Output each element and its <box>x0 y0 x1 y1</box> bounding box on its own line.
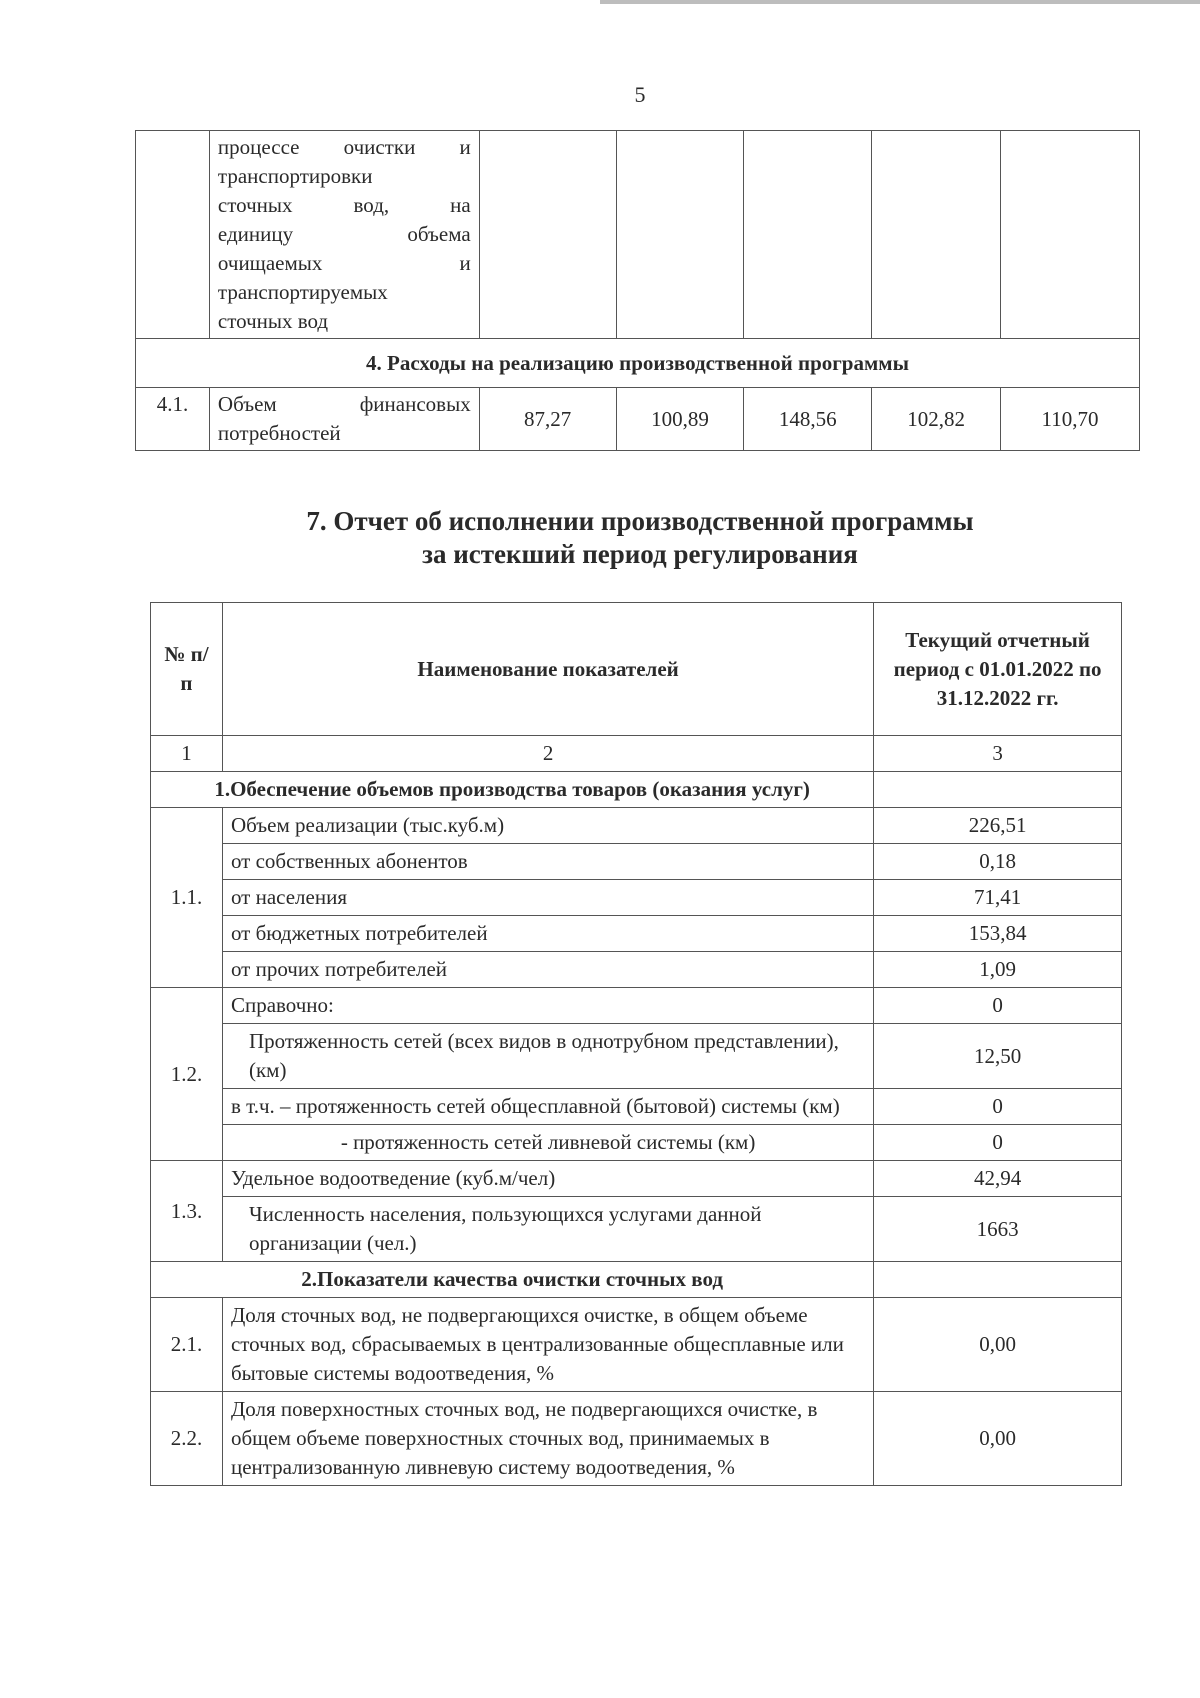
col-number: 3 <box>874 736 1122 772</box>
empty-cell <box>874 772 1122 808</box>
row-name: Объем реализации (тыс.куб.м) <box>222 808 873 844</box>
row-value: 148,56 <box>744 388 872 451</box>
section-row <box>151 1262 1122 1298</box>
empty-cell <box>874 1262 1122 1298</box>
row-value: 71,41 <box>874 880 1122 916</box>
row-number: 2.1. <box>151 1298 223 1392</box>
section-2-header: 2.Показатели качества очистки сточных вод <box>151 1262 874 1298</box>
section-row <box>151 772 1122 808</box>
row-value: 102,82 <box>872 388 1001 451</box>
table-row <box>151 1197 1122 1262</box>
row-value: 42,94 <box>874 1161 1122 1197</box>
table-row <box>136 388 1140 451</box>
row-number: 2.2. <box>151 1392 223 1486</box>
row-value: 0 <box>874 1125 1122 1161</box>
header-period: Текущий отчетный период с 01.01.2022 по 31.12.2022 гг. <box>874 603 1122 736</box>
header-num: № п/п <box>151 603 223 736</box>
table-row <box>151 808 1122 844</box>
table-row <box>151 1024 1122 1089</box>
table-row <box>151 1089 1122 1125</box>
table-row <box>136 131 1140 339</box>
row-value: 0 <box>874 1089 1122 1125</box>
num-cell <box>136 131 210 339</box>
table-row <box>151 844 1122 880</box>
row-number: 1.3. <box>151 1161 223 1262</box>
row-name: Протяженность сетей (всех видов в однотрубном представлении), (км) <box>222 1024 873 1089</box>
table-row <box>151 1125 1122 1161</box>
row-name: от прочих потребителей <box>222 952 873 988</box>
row-value: 87,27 <box>479 388 616 451</box>
row-value: 226,51 <box>874 808 1122 844</box>
row-name: от населения <box>222 880 873 916</box>
row-name: Объем финансовых потребностей <box>209 388 479 451</box>
table-row <box>151 916 1122 952</box>
row-number: 1.1. <box>151 808 223 988</box>
row-name: - протяженность сетей ливневой системы (км) <box>222 1125 873 1161</box>
row-name: от собственных абонентов <box>222 844 873 880</box>
header-name: Наименование показателей <box>222 603 873 736</box>
row-value: 12,50 <box>874 1024 1122 1089</box>
table-row <box>151 1298 1122 1392</box>
col-number: 2 <box>222 736 873 772</box>
row-name: в т.ч. – протяженность сетей общесплавной (бытовой) системы (км) <box>222 1089 873 1125</box>
row-name: от бюджетных потребителей <box>222 916 873 952</box>
row-number: 1.2. <box>151 988 223 1161</box>
row-value: 110,70 <box>1001 388 1140 451</box>
row-value: 0,00 <box>874 1298 1122 1392</box>
row-value: 0,18 <box>874 844 1122 880</box>
row-value: 1663 <box>874 1197 1122 1262</box>
section-1-header: 1.Обеспечение объемов производства товаров (оказания услуг) <box>151 772 874 808</box>
row-value: 100,89 <box>616 388 744 451</box>
row-name: Справочно: <box>222 988 873 1024</box>
table-row <box>151 1161 1122 1197</box>
value-cell <box>1001 131 1140 339</box>
top-table <box>135 130 1140 451</box>
table-row <box>151 880 1122 916</box>
table-row <box>151 1392 1122 1486</box>
scan-edge <box>600 0 1200 4</box>
row-value: 1,09 <box>874 952 1122 988</box>
row-value: 153,84 <box>874 916 1122 952</box>
continued-description: процессе очистки и транспортировки сточных вод, на единицу объема очищаемых и транспортируемых сточных вод <box>209 131 479 339</box>
value-cell <box>479 131 616 339</box>
table-row <box>151 952 1122 988</box>
header-row <box>151 603 1122 736</box>
row-name: Доля поверхностных сточных вод, не подвергающихся очистке, в общем объеме поверхностных сточных вод, принимаемых в централизованную ливневую систему водоотведения, % <box>222 1392 873 1486</box>
col-number-row <box>151 736 1122 772</box>
section-header: 4. Расходы на реализацию производственной программы <box>136 339 1140 388</box>
value-cell <box>616 131 744 339</box>
table-row <box>151 988 1122 1024</box>
row-number: 4.1. <box>136 388 210 451</box>
value-cell <box>872 131 1001 339</box>
value-cell <box>744 131 872 339</box>
section-title: 7. Отчет об исполнении производственной программы за истекший период регулирования <box>306 506 974 569</box>
page-number: 5 <box>634 82 646 107</box>
report-table <box>150 602 1122 1486</box>
col-number: 1 <box>151 736 223 772</box>
row-name: Численность населения, пользующихся услугами данной организации (чел.) <box>222 1197 873 1262</box>
section-header-row <box>136 339 1140 388</box>
row-name: Доля сточных вод, не подвергающихся очистке, в общем объеме сточных вод, сбрасываемых в централизованные общесплавные или бытовые системы водоотведения, % <box>222 1298 873 1392</box>
row-name: Удельное водоотведение (куб.м/чел) <box>222 1161 873 1197</box>
row-value: 0 <box>874 988 1122 1024</box>
row-value: 0,00 <box>874 1392 1122 1486</box>
